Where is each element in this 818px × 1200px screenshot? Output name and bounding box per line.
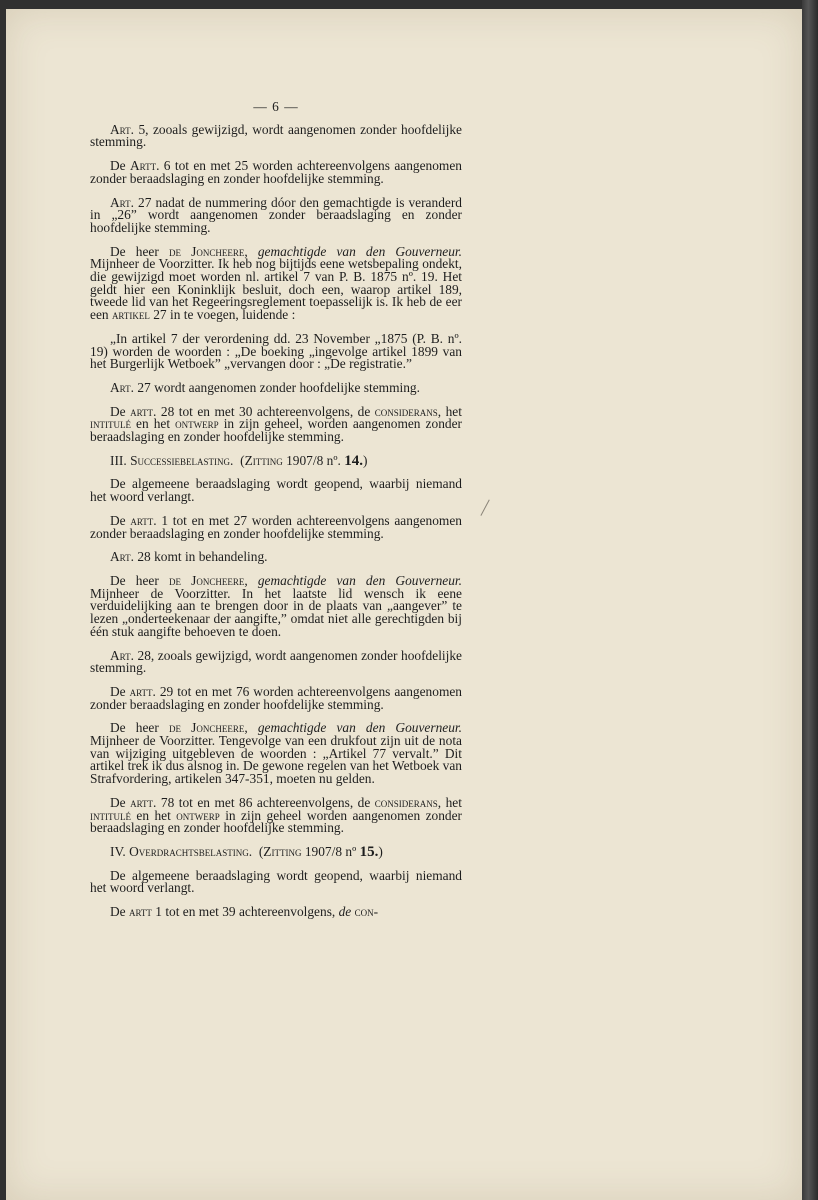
text-run: Mijnheer de Voorzitter. Ik heb nog bijtijds eene wetsbepaling ondekt, die gewijzigd moet worden nl. artikel 7 van P. B. 1875 nº. 19. Het geldt hier een Koninklijk besluit, doch een, waarop artikel 189, tweede lid van het Regeeringsreglement toepasselijk is. Ik heb de eer een xyxy=(90,256,462,323)
text-run: (Zitting xyxy=(240,452,283,468)
text-run: 27 wordt aangenomen zonder hoofdelijke stemming. xyxy=(133,379,420,395)
quoted-amendment: „In artikel 7 der verordening dd. 23 November „1875 (P. B. nº. 19) worden de woorden : „De boeking „ingevolge artikel 1899 van het Burgerlijk Wetboek” „vervangen door : „De registratie.” xyxy=(90,330,462,372)
section-heading-overdrachtsbelasting xyxy=(90,843,462,860)
page-text-column xyxy=(90,101,462,930)
paragraph-art27 xyxy=(90,194,462,235)
margin-pencil-mark xyxy=(480,499,498,520)
text-run: De heer xyxy=(110,572,169,588)
text-run: De heer xyxy=(110,720,169,736)
text-run: in zijn geheel worden aangenomen zonder beraadslaging en zonder hoofdelijke stemming. xyxy=(90,807,463,836)
text-run: ) xyxy=(378,843,383,859)
text-run: de Joncheere, xyxy=(168,243,248,259)
text-run: 15. xyxy=(359,843,379,860)
text-run: Successiebelasting. xyxy=(130,452,234,468)
text-run: considerans, xyxy=(374,794,442,810)
text-run: 5, zooals gewijzigd, wordt aangenomen zonder hoofdelijke stemming. xyxy=(90,121,462,150)
text-run: gemachtigde van den Gouverneur. xyxy=(247,720,462,736)
text-run: 1907/8 nº. xyxy=(282,452,341,468)
text-run: 1907/8 nº xyxy=(301,843,357,859)
text-run: 27 nadat de nummering dóor den gemachtigde is veranderd in „26” wordt aangenomen zonder beraadslaging en zonder hoofdelijke stemming. xyxy=(90,194,462,235)
text-run: artt. xyxy=(129,683,156,699)
text-run: ontwerp xyxy=(176,807,220,823)
text-run: 14. xyxy=(344,452,363,469)
text-run: intitulé xyxy=(90,807,131,823)
text-run: Overdrachtsbelasting. xyxy=(129,843,253,859)
paragraph-artt78-86 xyxy=(90,794,463,836)
text-run: 78 tot en met 86 achtereenvolgens, de xyxy=(156,794,375,810)
paragraph-artt1-39 xyxy=(90,906,462,919)
section-heading-successiebelasting xyxy=(90,452,462,469)
page-number: — 6 — xyxy=(253,99,299,114)
paragraph-artt28-30 xyxy=(90,403,462,445)
paragraph-joncheere-1 xyxy=(90,243,462,323)
document-page xyxy=(6,9,802,1200)
text-run: het xyxy=(441,794,462,810)
text-run: considerans, xyxy=(374,403,442,419)
scan-right-edge xyxy=(802,0,818,1200)
text-run: Art. xyxy=(110,549,134,565)
paragraph-general-debate-2: De algemeene beraadslaging wordt geopend, waarbij niemand het woord verlangt. xyxy=(90,867,462,896)
text-run: 28 komt in behandeling. xyxy=(133,549,268,565)
text-run: artt xyxy=(128,904,152,920)
text-run: artt. xyxy=(130,794,157,810)
text-run: De xyxy=(110,683,130,699)
text-run: 1 tot en met 27 worden achtereenvolgens aangenomen zonder beraadslaging en zonder hoofdelijke stemming. xyxy=(90,512,462,541)
paragraph-art5 xyxy=(90,121,462,150)
text-run: De xyxy=(110,158,130,174)
paragraph-art28-adopted xyxy=(90,647,462,676)
text-run: De heer xyxy=(110,243,169,259)
text-run: artikel xyxy=(111,307,150,323)
text-run: III. xyxy=(110,452,127,468)
text-run: Art. xyxy=(110,379,134,395)
paragraph-artt29-76 xyxy=(90,683,462,712)
text-run: en het xyxy=(130,807,177,823)
paragraph-joncheere-2 xyxy=(90,572,462,639)
text-run: Mijnheer de Voorzitter. In het laatste lid wensch ik eene verduidelijking aan te brengen door in de plaats van „aangever” te lezen „onderteekenaar der aangifte,” omdat niet alle gerechtigden bij één stuk aangifte behoeven te doen. xyxy=(90,585,462,639)
text-run: ontwerp xyxy=(175,416,219,432)
text-run: De xyxy=(110,403,131,419)
text-run: ) xyxy=(362,452,368,468)
paragraph-art27-adopted xyxy=(90,379,462,395)
text-run: 27 in te voegen, luidende : xyxy=(149,307,296,323)
paragraph-joncheere-3 xyxy=(90,722,462,786)
text-run: 29 tot en met 76 worden achtereenvolgens aangenomen zonder beraadslaging en zonder hoofdelijke stemming. xyxy=(90,683,462,712)
text-run: De xyxy=(110,512,131,528)
paragraph-art28 xyxy=(90,551,462,564)
text-run: De xyxy=(110,904,129,920)
text-run: Mijnheer de Voorzitter. Tengevolge van een drukfout zijn uit de nota van wijziging uitgebleven de woorden : „Artikel 77 vervalt.” Dit artikel trek ik dus alsnog in. De gewone regelen van het Wetboek van Strafvordering, artikelen 347-351, moeten nu gelden. xyxy=(90,733,462,787)
text-run: Art. xyxy=(110,647,134,663)
text-run: in zijn geheel, worden aangenomen zonder beraadslaging en zonder hoofdelijke stemming. xyxy=(90,416,462,445)
text-run: Art. xyxy=(110,194,134,210)
text-run: 28, zooals gewijzigd, wordt aangenomen zonder hoofdelijke stemming. xyxy=(90,647,462,676)
text-run: (Zitting xyxy=(258,843,302,859)
text-run: de Joncheere, xyxy=(168,720,248,736)
text-run: intitulé xyxy=(90,416,131,432)
text-run: artt. xyxy=(130,403,157,419)
text-run: gemachtigde van den Gouverneur. xyxy=(247,572,462,588)
text-run: en het xyxy=(130,416,176,432)
paragraph-general-debate-1: De algemeene beraadslaging wordt geopend, waarbij niemand het woord verlangt. xyxy=(90,476,462,505)
text-run: 6 tot en met 25 worden achtereenvolgens aangenomen zonder beraadslaging en zonder hoofdelijke stemming. xyxy=(90,158,462,186)
text-run: con- xyxy=(351,904,379,920)
text-run: Art. xyxy=(110,121,134,137)
paragraph-artt1-27 xyxy=(90,512,462,541)
text-run: 28 tot en met 30 achtereenvolgens, de xyxy=(156,403,375,419)
text-run: IV. xyxy=(110,843,126,859)
text-run: Artt. xyxy=(129,158,160,174)
text-run: gemachtigde van den Gouverneur. xyxy=(247,243,462,259)
paragraph-artt6-25 xyxy=(90,160,462,185)
text-run: het xyxy=(441,403,462,419)
text-run: De xyxy=(110,794,131,810)
text-run: artt. xyxy=(130,512,157,528)
text-run: 1 tot en met 39 achtereenvolgens, xyxy=(151,904,339,920)
text-run: de xyxy=(338,904,352,920)
text-run: de Joncheere, xyxy=(168,572,248,588)
